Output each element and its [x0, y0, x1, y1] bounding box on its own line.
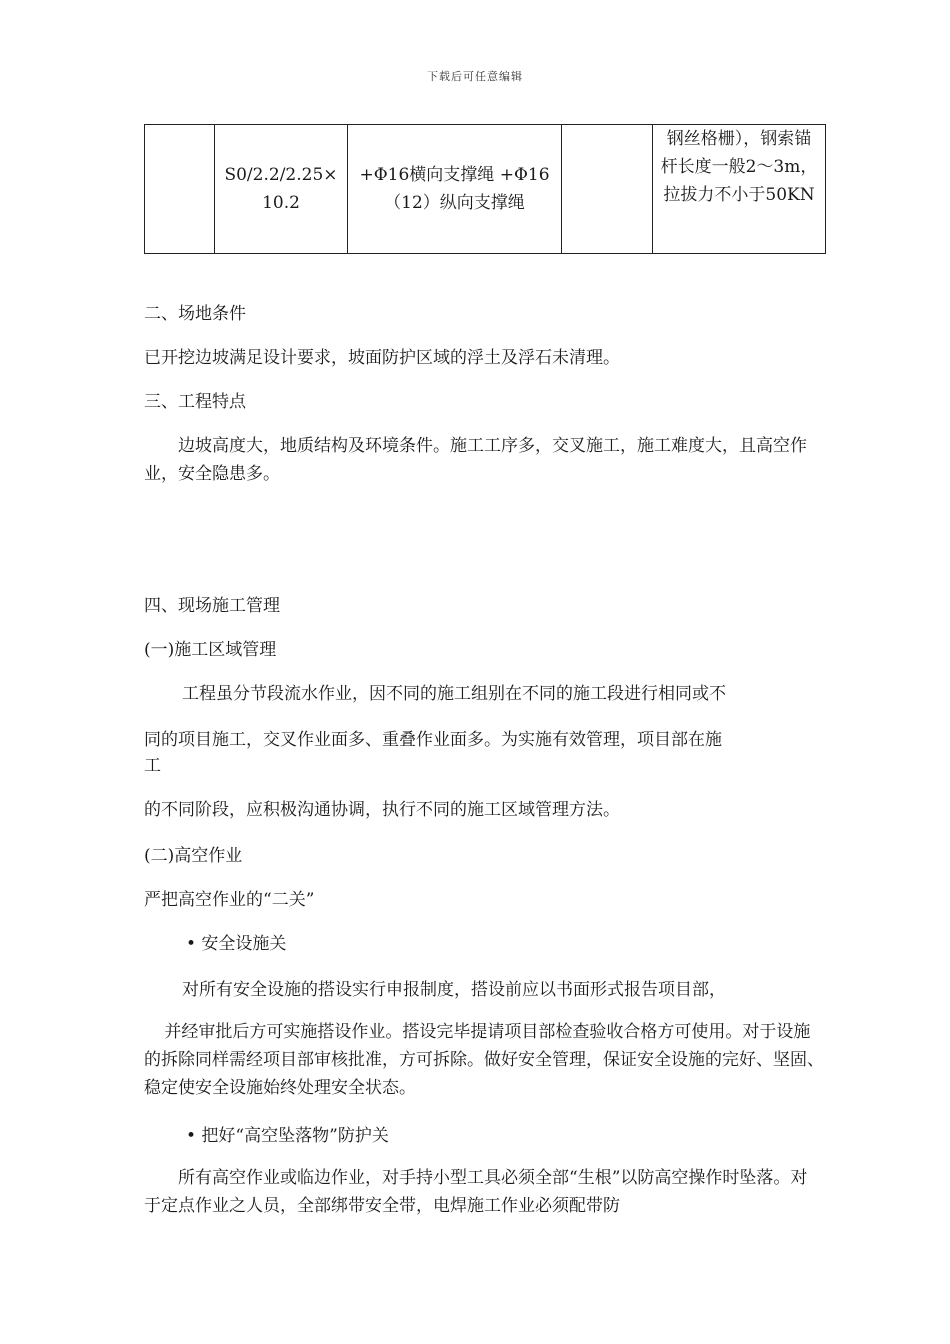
paragraph: 已开挖边坡满足设计要求，坡面防护区域的浮土及浮石未清理。 — [144, 348, 620, 368]
table-cell: +Φ16横向支撑绳 +Φ16（12）纵向支撑绳 — [348, 125, 562, 254]
paragraph-line: 同的项目施工，交叉作业面多、重叠作业面多。为实施有效管理，项目部在施 — [144, 730, 722, 750]
paragraph-line: 对所有安全设施的搭设实行申报制度，搭设前应以书面形式报告项目部， — [182, 980, 726, 1000]
subsection-heading: (一)施工区域管理 — [144, 640, 277, 660]
paragraph: 所有高空作业或临边作业，对手持小型工具必须全部“生根”以防高空操作时坠落。对于定点作业之人员，全部绑带安全带，电焊施工作业必须配带防 — [144, 1168, 808, 1216]
section-heading: 三、工程特点 — [144, 392, 246, 412]
paragraph: 边坡高度大，地质结构及环境条件。施工工序多，交叉施工，施工难度大，且高空作业，安全隐患多。 — [144, 436, 807, 484]
table-row — [145, 125, 826, 254]
section-heading: 二、场地条件 — [144, 304, 246, 324]
paragraph-line: 工程虽分节段流水作业，因不同的施工组别在不同的施工段进行相同或不 — [182, 684, 726, 704]
subsection-heading: (二)高空作业 — [144, 846, 243, 866]
table-cell: S0/2.2/2.25×10.2 — [215, 125, 348, 254]
section-heading: 四、现场施工管理 — [144, 596, 280, 616]
table-cell — [562, 125, 653, 254]
bullet-item: • 把好“高空坠落物”防护关 — [186, 1126, 389, 1146]
paragraph: 严把高空作业的“二关” — [144, 890, 315, 910]
paragraph-line: 的不同阶段，应积极沟通协调，执行不同的施工区域管理方法。 — [144, 800, 620, 820]
spec-table — [144, 124, 826, 254]
header-note: 下载后可任意编辑 — [427, 70, 523, 83]
paragraph-line: 工 — [144, 756, 161, 776]
table-cell — [145, 125, 215, 254]
bullet-item: • 安全设施关 — [186, 934, 287, 954]
paragraph: 并经审批后方可实施搭设作业。搭设完毕提请项目部检查验收合格方可使用。对于设施的拆除同样需经项目部审核批准，方可拆除。做好安全管理，保证安全设施的完好、坚固、稳定使安全设施始终处理安全状态。 — [144, 1022, 824, 1098]
table-cell: 钢丝格栅），钢索锚杆长度一般2～3m，拉拔力不小于50KN — [653, 125, 826, 254]
